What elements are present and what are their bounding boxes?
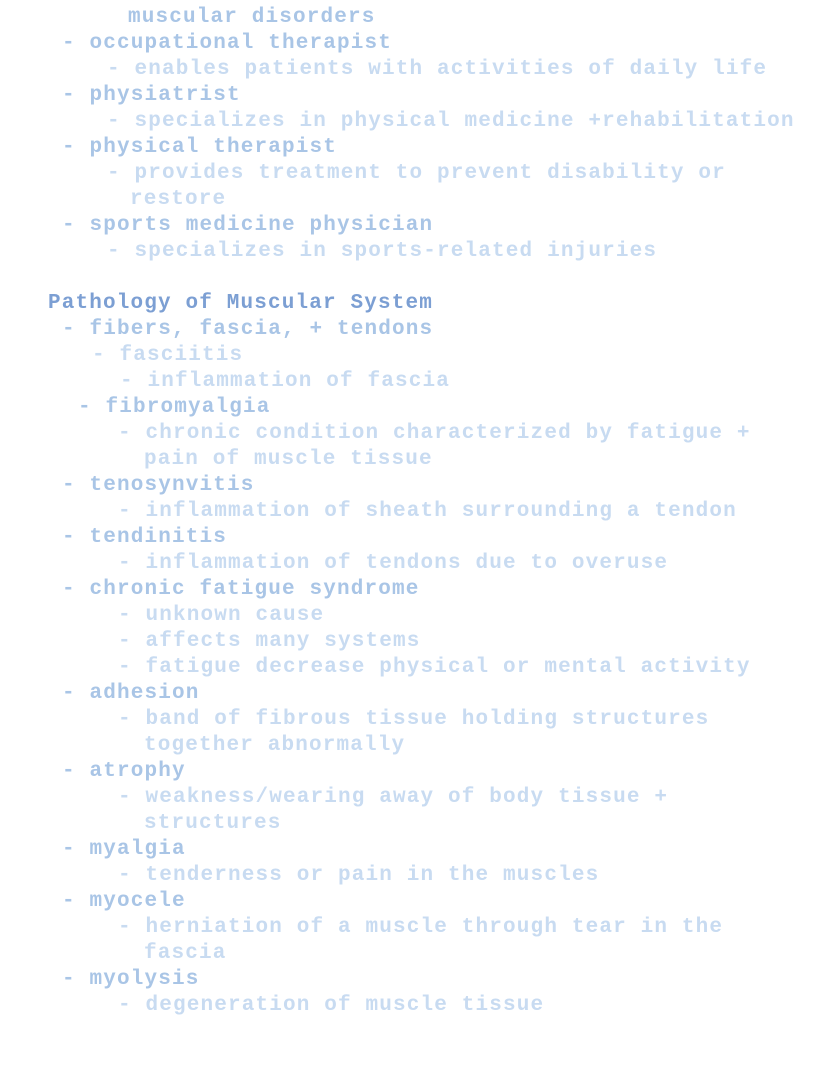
note-line: - tenosynvitis: [62, 474, 255, 497]
note-line: - sports medicine physician: [62, 214, 434, 237]
note-line: - fatigue decrease physical or mental activity: [118, 656, 751, 679]
note-line: - tendinitis: [62, 526, 228, 549]
note-line: - enables patients with activities of daily life: [107, 58, 768, 81]
note-line: - inflammation of sheath surrounding a tendon: [118, 500, 737, 523]
note-line: together abnormally: [144, 734, 406, 757]
note-line: - atrophy: [62, 760, 186, 783]
note-line: - weakness/wearing away of body tissue +: [118, 786, 669, 809]
note-line: - provides treatment to prevent disability or: [107, 162, 726, 185]
note-line: fascia: [144, 942, 227, 965]
note-line: - myolysis: [62, 968, 200, 991]
note-line: - fibromyalgia: [78, 396, 271, 419]
note-line: - specializes in physical medicine +rehabilitation: [107, 110, 795, 133]
note-line: - physiatrist: [62, 84, 241, 107]
pathology-section-heading: Pathology of Muscular System: [48, 292, 434, 315]
note-line: - adhesion: [62, 682, 200, 705]
note-line: - myocele: [62, 890, 186, 913]
note-line: - occupational therapist: [62, 32, 393, 55]
note-line: - affects many systems: [118, 630, 421, 653]
note-line: - degeneration of muscle tissue: [118, 994, 545, 1017]
note-line: - fasciitis: [92, 344, 244, 367]
note-line: restore: [130, 188, 227, 211]
note-line: - myalgia: [62, 838, 186, 861]
note-line: - chronic condition characterized by fatigue +: [118, 422, 751, 445]
note-line: - specializes in sports-related injuries: [107, 240, 658, 263]
note-line: - herniation of a muscle through tear in the: [118, 916, 724, 939]
note-line: - unknown cause: [118, 604, 325, 627]
note-line: - physical therapist: [62, 136, 338, 159]
note-line: muscular disorders: [128, 6, 376, 29]
note-line: - inflammation of tendons due to overuse: [118, 552, 669, 575]
note-line: - tenderness or pain in the muscles: [118, 864, 600, 887]
note-line: - chronic fatigue syndrome: [62, 578, 420, 601]
note-line: structures: [144, 812, 282, 835]
note-line: - fibers, fascia, + tendons: [62, 318, 434, 341]
note-line: pain of muscle tissue: [144, 448, 433, 471]
note-line: - inflammation of fascia: [120, 370, 451, 393]
note-line: - band of fibrous tissue holding structures: [118, 708, 710, 731]
